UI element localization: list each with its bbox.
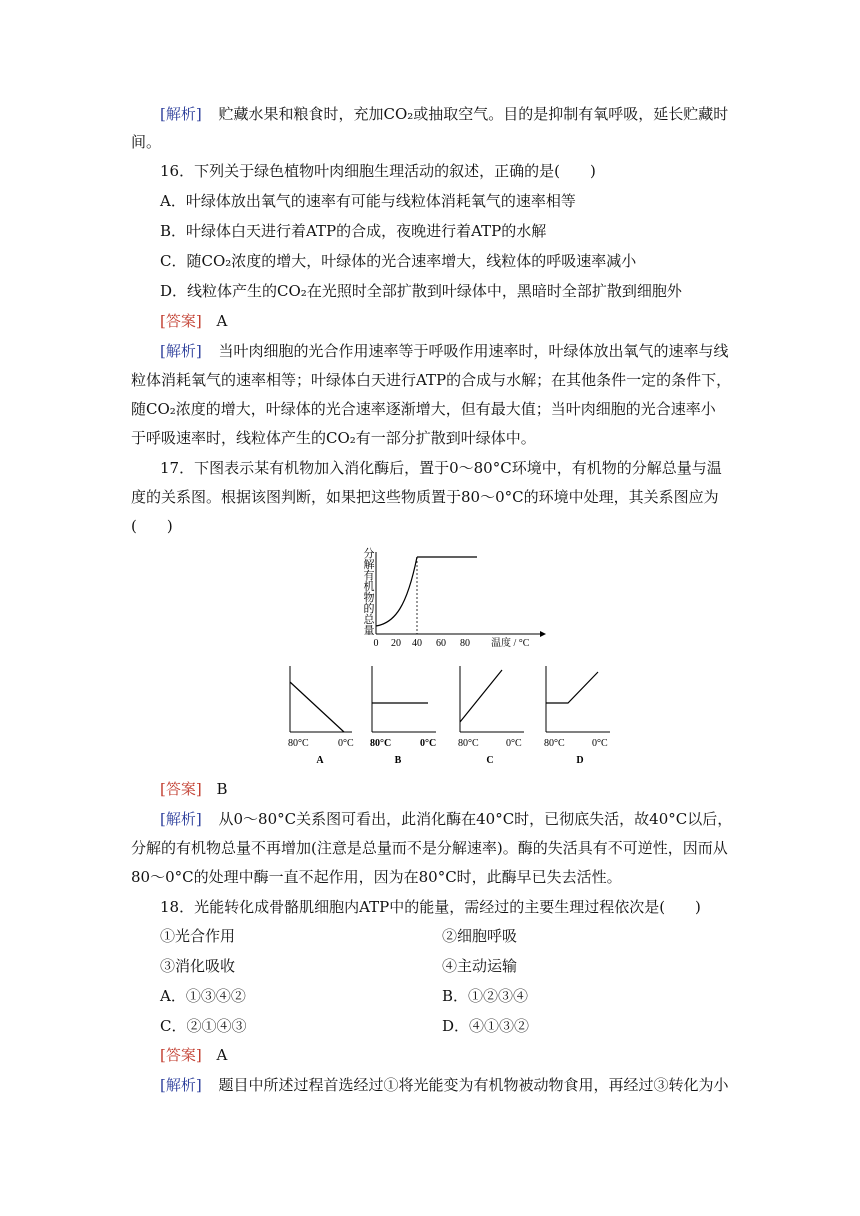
option-letter: B	[394, 755, 402, 766]
top-analysis-line2: 间。	[131, 133, 162, 151]
top-analysis-line1	[160, 104, 728, 124]
ylabel-char: 解	[363, 559, 375, 571]
q18-item-3: ③消化吸收	[160, 957, 236, 975]
option-letter: C	[486, 755, 494, 766]
q16-analysis-line1	[160, 341, 729, 361]
ylabel-char: 机	[363, 581, 375, 593]
q16-answer	[160, 311, 227, 331]
analysis-tag: [解析]	[160, 105, 202, 123]
option-line	[460, 670, 502, 722]
q17-stem-line1: 17．下图表示某有机物加入消化酶后，置于0～80°C环境中，有机物的分解总量与温	[160, 459, 722, 477]
x-tick-label: 20	[391, 638, 401, 649]
x-tick-label: 80	[460, 638, 470, 649]
q18-item-4: ④主动运输	[442, 957, 518, 975]
answer-tag: [答案]	[160, 780, 202, 798]
option-letter: A	[316, 755, 324, 766]
q17-stem-line3: ( )	[131, 517, 173, 535]
option-right-label: 0°C	[592, 738, 608, 749]
answer-value: A	[216, 312, 228, 330]
q18-stem: 18．光能转化成骨骼肌细胞内ATP中的能量，需经过的主要生理过程依次是( )	[160, 898, 701, 916]
analysis-tag: [解析]	[160, 1076, 202, 1094]
q18-answer	[160, 1045, 227, 1065]
q16-option-b: B．叶绿体白天进行着ATP的合成，夜晚进行着ATP的水解	[160, 222, 547, 240]
option-chart-c	[458, 666, 524, 766]
q17-analysis-line2: 分解的有机物总量不再增加(注意是总量而不是分解速率)。酶的失活具有不可逆性，因而从	[131, 839, 728, 857]
q18-option-c: C．②①④③	[160, 1017, 247, 1035]
y-axis-label	[364, 546, 376, 637]
x-axis-arrow	[540, 631, 546, 637]
option-left-label: 80°C	[288, 738, 309, 749]
analysis-text: 当叶肉细胞的光合作用速率等于呼吸作用速率时，叶绿体放出氧气的速率与线	[218, 342, 729, 360]
answer-tag: [答案]	[160, 312, 202, 330]
answer-tag: [答案]	[160, 1046, 202, 1064]
option-chart-d	[544, 666, 610, 766]
q17-analysis-line1	[160, 809, 732, 829]
q16-option-d: D．线粒体产生的CO₂在光照时全部扩散到叶绿体中，黑暗时全部扩散到细胞外	[160, 282, 682, 300]
q18-option-b: B．①②③④	[442, 987, 529, 1005]
ylabel-char: 的	[363, 603, 375, 615]
q18-item-1: ①光合作用	[160, 927, 236, 945]
analysis-text: 贮藏水果和粮食时，充加CO₂或抽取空气。目的是抑制有氧呼吸，延长贮藏时	[218, 105, 729, 123]
analysis-tag: [解析]	[160, 810, 202, 828]
ylabel-char: 总	[363, 614, 375, 626]
q17-answer	[160, 779, 228, 799]
q16-analysis-line4: 于呼吸速率时，线粒体产生的CO₂有一部分扩散到叶绿体中。	[131, 429, 536, 447]
option-right-label: 0°C	[420, 738, 437, 749]
q17-stem-line2: 度的关系图。根据该图判断，如果把这些物质置于80～0°C的环境中处理，其关系图应为	[131, 488, 719, 506]
x-tick-label: 0	[373, 638, 379, 649]
q16-option-c: C．随CO₂浓度的增大，叶绿体的光合速率增大，线粒体的呼吸速率减小	[160, 252, 637, 270]
option-letter: D	[576, 755, 584, 766]
q17-main-chart	[355, 544, 555, 654]
q18-option-d: D．④①③②	[442, 1017, 530, 1035]
option-left-label: 80°C	[458, 738, 479, 749]
q16-option-a: A．叶绿体放出氧气的速率有可能与线粒体消耗氧气的速率相等	[160, 192, 576, 210]
analysis-text: 从0～80°C关系图可看出，此消化酶在40°C时，已彻底失活，故40°C以后，	[218, 810, 733, 828]
q16-analysis-line2: 粒体消耗氧气的速率相等；叶绿体白天进行ATP的合成与水解；在其他条件一定的条件下，	[131, 371, 732, 389]
option-left-label: 80°C	[370, 738, 392, 749]
option-chart-b	[370, 666, 436, 766]
q16-analysis-line3: 随CO₂浓度的增大，叶绿体的光合速率逐渐增大，但有最大值；当叶肉细胞的光合速率小	[131, 400, 716, 418]
ylabel-char: 物	[363, 592, 375, 604]
option-chart-a	[288, 666, 354, 766]
ylabel-char: 有	[363, 570, 375, 582]
option-line	[290, 682, 344, 732]
ylabel-char: 量	[363, 625, 375, 637]
x-axis-label: 温度 / °C	[491, 638, 530, 649]
option-left-label: 80°C	[544, 738, 565, 749]
q18-item-2: ②细胞呼吸	[442, 927, 518, 945]
analysis-tag: [解析]	[160, 342, 202, 360]
q16-stem: 16．下列关于绿色植物叶肉细胞生理活动的叙述，正确的是( )	[160, 162, 596, 180]
q18-option-a: A．①③④②	[160, 987, 246, 1005]
q18-analysis-line1	[160, 1075, 729, 1095]
x-tick-label: 40	[412, 638, 422, 649]
x-tick-label: 60	[436, 638, 446, 649]
option-right-label: 0°C	[506, 738, 522, 749]
answer-value: A	[216, 1046, 228, 1064]
q17-analysis-line3: 80～0°C的处理中酶一直不起作用，因为在80°C时，此酶早已失去活性。	[131, 868, 622, 886]
analysis-text: 题目中所述过程首选经过①将光能变为有机物被动物食用，再经过③转化为小	[218, 1076, 729, 1094]
ylabel-char: 分	[363, 548, 375, 560]
curve-rise	[376, 557, 417, 626]
option-right-label: 0°C	[338, 738, 354, 749]
option-line	[546, 672, 598, 703]
answer-value: B	[216, 780, 228, 798]
q17-option-charts	[280, 660, 620, 770]
